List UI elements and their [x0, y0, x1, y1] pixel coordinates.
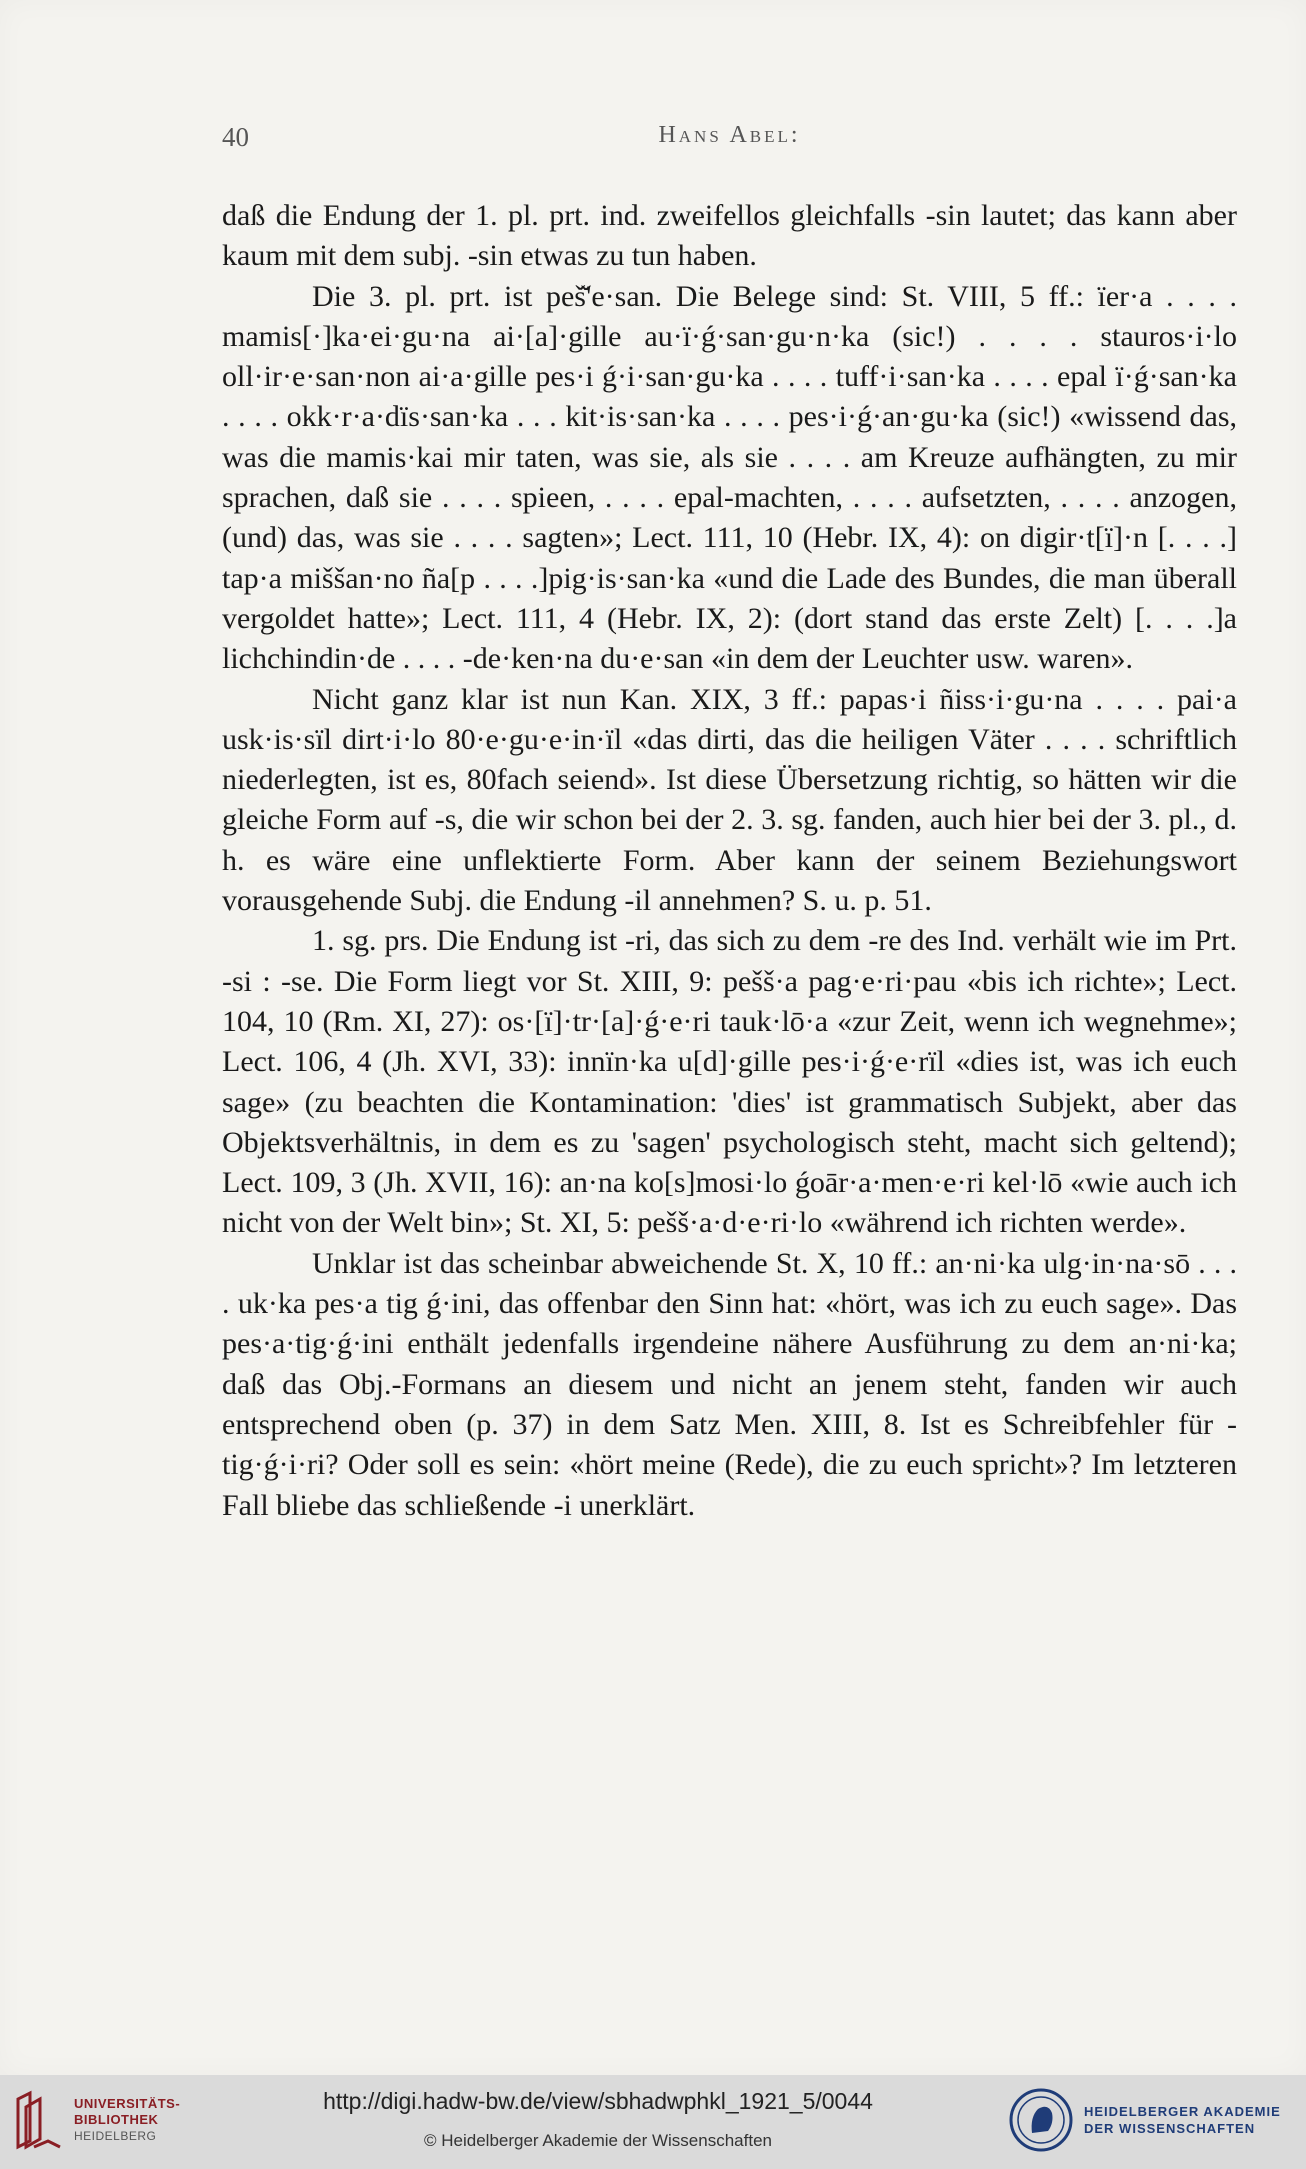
- library-logo-line-3: HEIDELBERG: [74, 2129, 157, 2143]
- page-number: 40: [222, 122, 249, 152]
- library-logo-text: [74, 2096, 180, 2144]
- running-title: Hans Abel:: [658, 122, 801, 148]
- paragraph-4: 1. sg. prs. Die Endung ist -ri, das sich zu dem -re des Ind. verhält wie im Prt. -si : -se. Die Form liegt vor St. XIII, 9: pešš·a pag·e·ri·pau «bis ich richte»; Lect. 104, 10 (Rm. XI, 27): os·[ï]·tr·[a]·ǵ·e·ri tauk·lō·a «zur Zeit, wenn ich wegnehme»; Lect. 106, 4 (Jh. XVI, 33): innïn·ka u[d]·gille pes·i·ǵ·e·rïl «dies ist, was ich euch sage» (zu beachten die Kontamination: 'dies' ist grammatisch Subjekt, aber das Objektsverhältnis, in dem es zu 'sagen' psychologisch steht, macht sich geltend); Lect. 109, 3 (Jh. XVII, 16): an·na ko[s]mosi·lo ǵoār·a·men·e·ri kel·lō «wie auch ich nicht von der Welt bin»; St. XI, 5: pešš·a·d·e·ri·lo «während ich richten werde».: [222, 924, 1237, 1240]
- body-text: [222, 196, 1237, 1526]
- library-logo-line-2: BIBLIOTHEK: [74, 2112, 159, 2127]
- page-header: [222, 122, 1237, 162]
- library-logo-line-1: UNIVERSITÄTS-: [74, 2096, 181, 2111]
- paragraph-2: Die 3. pl. prt. ist peš̌'e·san. Die Belege sind: St. VIII, 5 ff.: ïer·a . . . . mamis[·]ka·ei·gu·na ai·[a]·gille au·ï·ǵ·san·gu·n·ka (sic!) . . . . stauros·i·lo oll·ir·e·san·non ai·a·gille pes·i ǵ·i·san·gu·ka . . . . tuff·i·san·ka . . . . epal ï·ǵ·san·ka . . . . okk·r·a·dïs·san·ka . . . kit·is·san·ka . . . . pes·i·ǵ·an·gu·ka (sic!) «wissend das, was die mamis·kai mir taten, was sie, als sie . . . . am Kreuze aufhängten, zu mir sprachen, daß sie . . . . spieen, . . . . epal-machten, . . . . aufsetzten, . . . . anzogen, (und) das, was sie . . . . sagten»; Lect. 111, 10 (Hebr. IX, 4): on digir·t[ï]·n [. . . .] tap·a miššan·no ña[p . . . .]pig·is·san·ka «und die Lade des Bundes, die man überall vergoldet hatte»; Lect. 111, 4 (Hebr. IX, 2): (dort stand das erste Zelt) [. . . .]a lichchindin·de . . . . -de·ken·na du·e·san «in dem der Leuchter usw. waren».: [222, 279, 1237, 676]
- copyright-notice: © Heidelberger Akademie der Wissenschaften: [424, 2131, 772, 2150]
- footer-bar: [0, 2075, 1306, 2169]
- academy-logo-text: [1084, 2103, 1281, 2137]
- academy-seal-icon: [1008, 2087, 1074, 2153]
- academy-logo-line-1: HEIDELBERGER AKADEMIE: [1084, 2104, 1281, 2119]
- document-url-link[interactable]: http://digi.hadw-bw.de/view/sbhadwphkl_1921_5/0044: [323, 2088, 873, 2114]
- library-emblem-icon: [14, 2089, 64, 2151]
- paragraph-3: Nicht ganz klar ist nun Kan. XIX, 3 ff.: papas·i ñiss·i·gu·na . . . . pai·a usk·is·sïl dirt·i·lo 80·e·gu·e·in·ïl «das dirti, das die heiligen Väter . . . . schriftlich niederlegten, ist es, 80fach seiend». Ist diese Übersetzung richtig, so hätten wir die gleiche Form auf -s, die wir schon bei der 2. 3. sg. fanden, auch hier bei der 3. pl., d. h. es wäre eine unflektierte Form. Aber kann der seinem Beziehungswort vorausgehende Subj. die Endung -il annehmen? S. u. p. 51.: [222, 682, 1237, 918]
- paragraph-5: Unklar ist das scheinbar abweichende St. X, 10 ff.: an·ni·ka ulg·in·na·sō . . . . uk·ka pes·a tig ǵ·ini, das offenbar den Sinn hat: «hört, was ich zu euch sage». Das pes·a·tig·ǵ·ini enthält jedenfalls irgendeine nähere Ausführung zu dem an·ni·ka; daß das Obj.-Formans an diesem und nicht an jenem steht, fanden wir auch entsprechend oben (p. 37) in dem Satz Men. XIII, 8. Ist es Schreibfehler für -tig·ǵ·i·ri? Oder soll es sein: «hört meine (Rede), die zu euch spricht»? Im letzteren Fall bliebe das schließende -i unerklärt.: [222, 1246, 1237, 1522]
- academy-logo[interactable]: [1008, 2087, 1281, 2153]
- paragraph-1: daß die Endung der 1. pl. prt. ind. zweifellos gleichfalls -sin lautet; das kann aber kaum mit dem subj. -sin etwas zu tun haben.: [222, 199, 1237, 273]
- university-library-logo[interactable]: [14, 2089, 180, 2151]
- academy-logo-line-2: DER WISSENSCHAFTEN: [1084, 2121, 1256, 2136]
